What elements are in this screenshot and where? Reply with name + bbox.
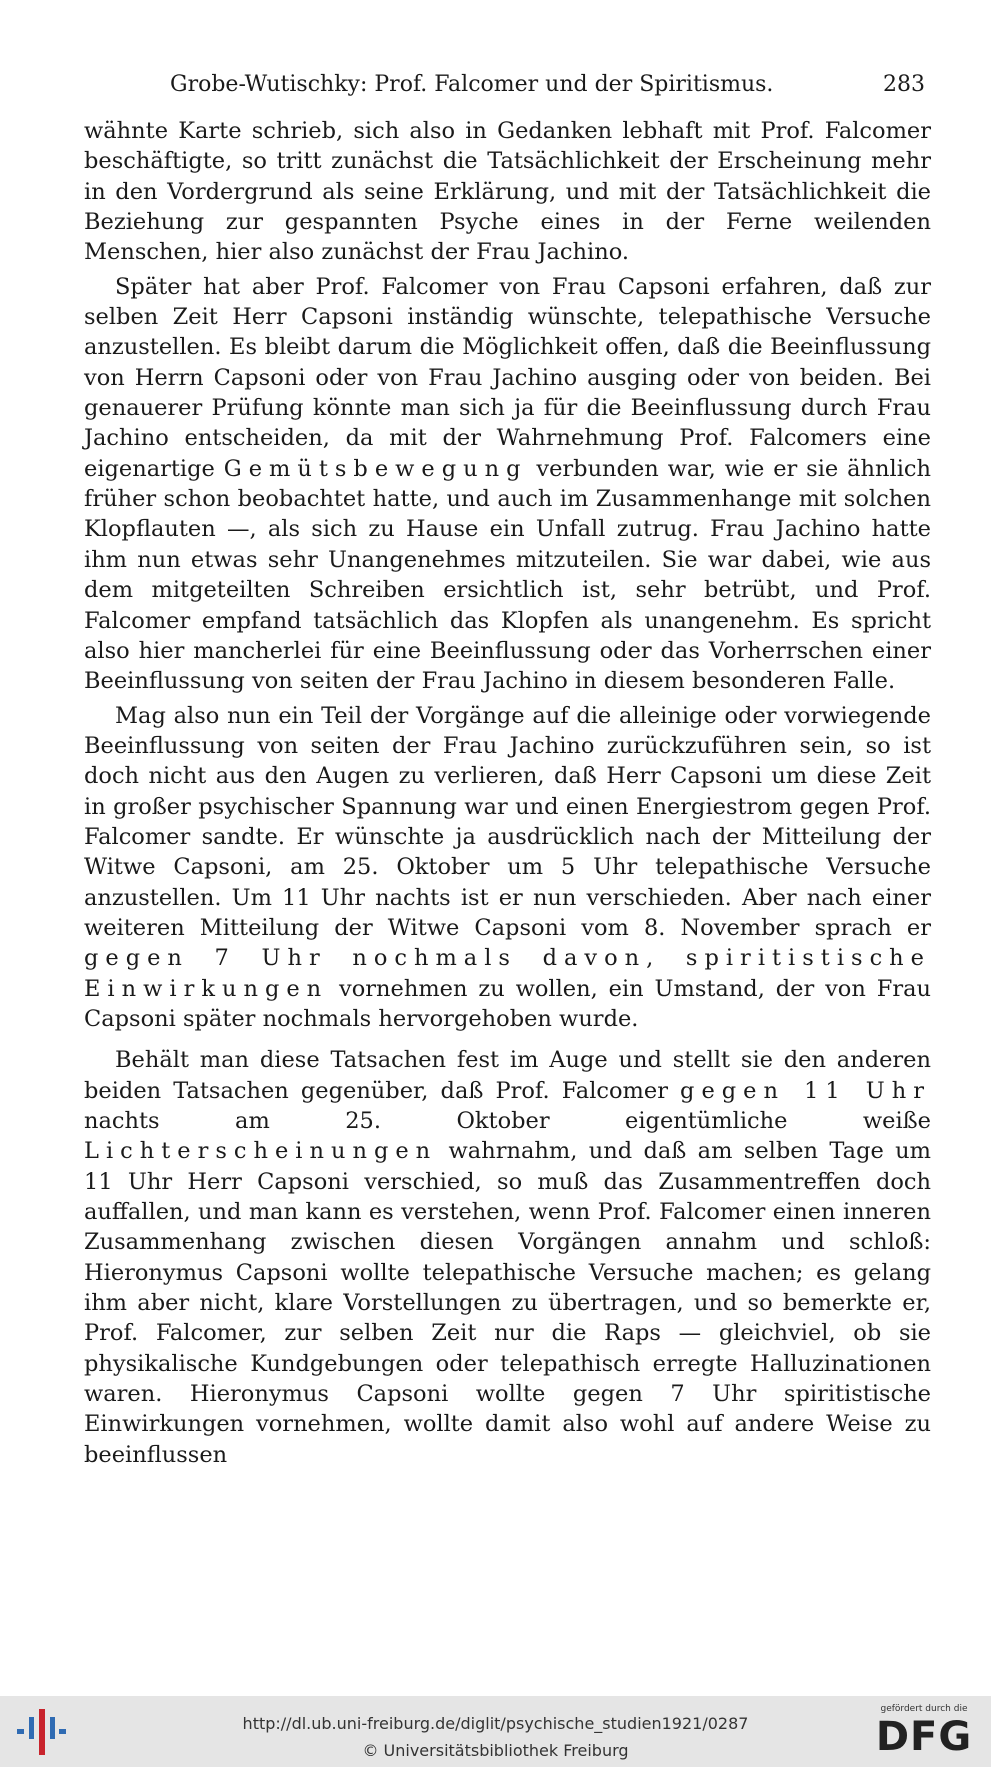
page-number: 283 xyxy=(883,72,925,97)
text-run: Mag also nun ein Teil der Vorgänge auf die alleinige oder vorwiegende Beeinflussung von seiten der Frau Jachino zurückzuführen sein, so ist doch nicht aus den Augen zu verlieren, daß Herr Capsoni um diese Zeit in großer psychischer Spannung war und einen Energiestrom gegen Prof. Falcomer sandte. Er wünschte ja ausdrücklich nach der Mitteilung der Witwe Capsoni, am 25. Oktober um 5 Uhr telepathische Versuche anzustellen. Um 11 Uhr nachts ist er nun verschieden. Aber nach einer weiteren Mitteilung der Witwe Capsoni vom 8. November sprach er xyxy=(84,702,931,941)
emphasis-text: Lichterscheinungen xyxy=(84,1138,438,1165)
dfg-mark: DFG xyxy=(875,1714,973,1760)
emphasis-text: Gemütsbewegung xyxy=(223,455,528,482)
text-run: Behält man diese Tatsachen fest im Auge und stellt sie den anderen beiden Tatsachen gegenüber, daß Prof. Falcomer xyxy=(84,1047,931,1104)
paragraph-1 xyxy=(84,116,931,268)
body-text xyxy=(84,116,931,1470)
emphasis-text: gegen 7 Uhr nochmals davon, spiritistische Einwirkungen xyxy=(84,945,931,1002)
paragraph-2 xyxy=(84,272,931,697)
running-header xyxy=(170,68,925,102)
copyright-notice: © Universitätsbibliothek Freiburg xyxy=(362,1741,629,1760)
source-url[interactable]: http://dl.ub.uni-freiburg.de/diglit/psychische_studien1921/0287 xyxy=(242,1714,749,1733)
emphasis-text: gegen 11 Uhr xyxy=(680,1077,931,1104)
dfg-tagline: gefördert durch die xyxy=(880,1704,968,1714)
text-run: nachts am 25. Oktober eigentümliche weiße xyxy=(84,1108,931,1134)
text-run: wahrnahm, und daß am selben Tage um 11 Uhr Herr Capsoni verschied, so muß das Zusammentreffen doch auffallen, und man kann es verstehen, wenn Prof. Falcomer einen inneren Zusammenhang zwischen diesen Vorgängen annahm und schloß: Hieronymus Capsoni wollte telepathische Versuche machen; es gelang ihm aber nicht, klare Vorstellungen zu übertragen, und so bemerkte er, Prof. Falcomer, zur selben Zeit nur die Raps — gleichviel, ob sie physikalische Kundgebungen oder telepathisch erregte Halluzinationen waren. Hieronymus Capsoni wollte gegen 7 Uhr spiritistische Einwirkungen vornehmen, wollte damit also wohl auf andere Weise zu beeinflussen xyxy=(84,1138,931,1468)
running-title: Grobe-Wutischky: Prof. Falcomer und der Spiritismus. xyxy=(170,72,774,97)
paragraph-4 xyxy=(84,1045,931,1470)
text-run: verbunden war, wie er sie ähnlich früher schon beobachtet hatte, und auch im Zusammenhange mit solchen Klopflauten —, als sich zu Hause ein Unfall zutrug. Frau Jachino hatte ihm nun etwas sehr Unangenehmes mitzuteilen. Sie war dabei, wie aus dem mitgeteilten Schreiben ersichtlich ist, sehr betrübt, und Prof. Falcomer empfand tatsächlich das Klopfen als unangenehm. Es spricht also hier mancherlei für eine Beeinflussung oder das Vorherrschen einer Beeinflussung von seiten der Frau Jachino in diesem besonderen Falle. xyxy=(84,455,931,695)
text-run: vornehmen zu wollen, ein Umstand, der von Frau Capsoni später nochmals hervorgehoben wurde. xyxy=(84,975,931,1032)
text-run: Später hat aber Prof. Falcomer von Frau Capsoni erfahren, daß zur selben Zeit Herr Capsoni inständig wünschte, telepathische Versuche anzustellen. Es bleibt darum die Möglichkeit offen, daß die Beeinflussung von Herrn Capsoni oder von Frau Jachino ausging oder von beiden. Bei genauerer Prüfung könnte man sich ja für die Beeinflussung durch Frau Jachino entscheiden, da mit der Wahrnehmung Prof. Falcomers eine eigenartige xyxy=(84,273,931,482)
text-run: wähnte Karte schrieb, sich also in Gedanken lebhaft mit Prof. Falcomer beschäftigte, so tritt zunächst die Tatsächlichkeit der Erscheinung mehr in den Vordergrund als seine Erklärung, und mit der Tatsächlichkeit die Beziehung zur gespannten Psyche eines in der Ferne weilenden Menschen, hier also zunächst der Frau Jachino. xyxy=(84,118,931,266)
paragraph-3 xyxy=(84,701,931,1035)
dfg-logo xyxy=(871,1704,977,1759)
viewer-footer xyxy=(0,1696,991,1767)
